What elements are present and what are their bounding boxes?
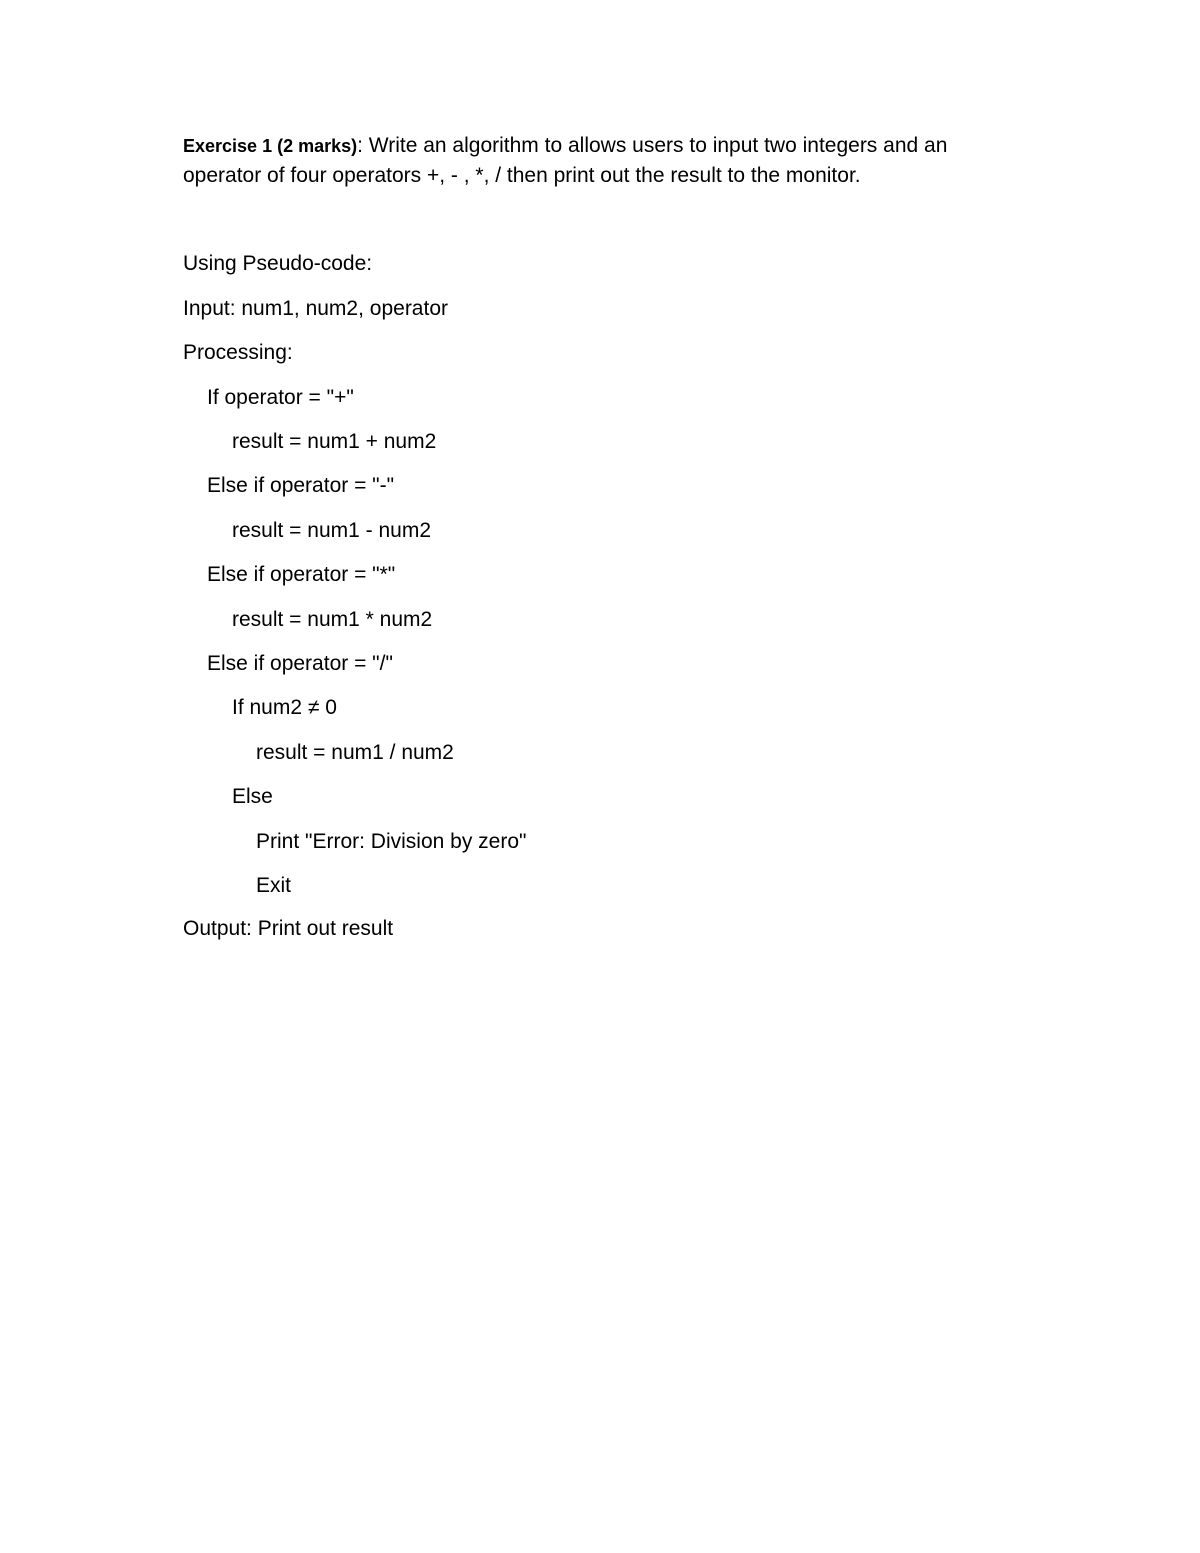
pseudocode-line: If num2 ≠ 0 (232, 696, 337, 719)
pseudocode-line: Else if operator = "-" (207, 474, 395, 497)
pseudocode-processing: Processing: (183, 341, 293, 364)
exercise-description: : Write an algorithm to allows users to input two integers and an operator of four operators +, - , *, / then print out the result to the monitor. (183, 134, 948, 187)
pseudocode-line: Else if operator = "/" (207, 652, 393, 675)
pseudocode-output: Output: Print out result (183, 917, 394, 940)
pseudocode-line: result = num1 * num2 (232, 608, 433, 631)
pseudocode-line: Else (232, 785, 273, 808)
pseudocode-line: result = num1 / num2 (256, 741, 454, 764)
pseudocode-line: Else if operator = "*" (207, 563, 396, 586)
pseudocode-line: Print "Error: Division by zero" (256, 830, 527, 853)
pseudocode-line: result = num1 - num2 (232, 519, 432, 542)
pseudocode-line: If operator = "+" (207, 386, 354, 409)
pseudocode-line: Exit (256, 874, 292, 897)
pseudocode-heading: Using Pseudo-code: (183, 252, 373, 275)
exercise-title: Exercise 1 (2 marks) (183, 136, 358, 156)
exercise-statement (183, 131, 1023, 191)
pseudocode-input: Input: num1, num2, operator (183, 297, 448, 320)
pseudocode-line: result = num1 + num2 (232, 430, 437, 453)
